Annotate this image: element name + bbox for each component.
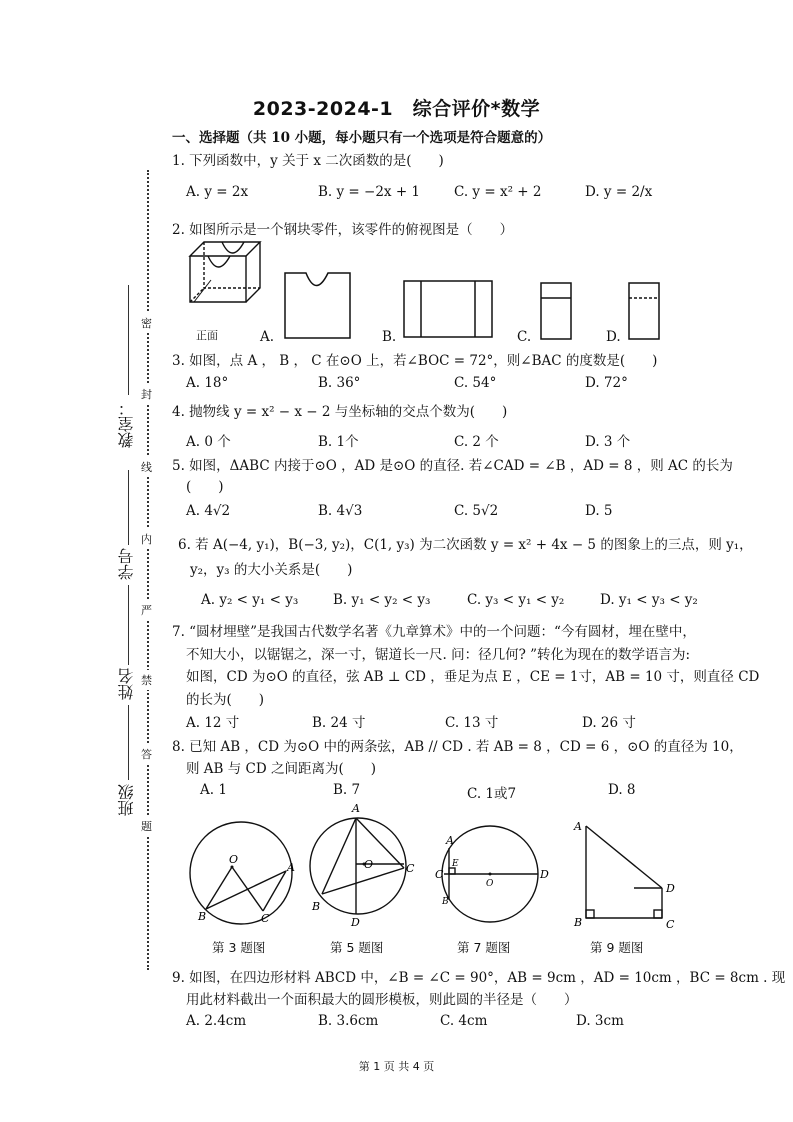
question-3-stem: 3. 如图，点 A ， B ， C 在⊙O 上，若∠BOC = 72°，则∠BAC 的度数是( )	[172, 353, 658, 369]
q4-option-d: D. 3 个	[585, 434, 631, 450]
svg-text:O: O	[364, 858, 374, 871]
front-view-label: 正面	[196, 329, 218, 342]
q9-option-b: B. 3.6cm	[318, 1013, 379, 1029]
name-blank	[128, 585, 129, 665]
q5-option-b: B. 4√3	[318, 503, 363, 519]
q2-option-a: A.	[260, 329, 275, 345]
question-8-stem-2: 则 AB 与 CD 之间距离为( )	[186, 761, 377, 777]
svg-text:E: E	[452, 859, 459, 869]
svg-text:O: O	[229, 853, 239, 866]
q8-option-a: A. 1	[200, 782, 227, 798]
question-5-blank: ( )	[186, 479, 224, 495]
class-blank	[128, 705, 129, 780]
class-label: 班级	[117, 784, 136, 816]
question-9-stem: 9. 如图，在四边形材料 ABCD 中，∠B = ∠C = 90°，AB = 9cm ，AD = 10cm ，BC = 8cm . 现	[172, 970, 786, 986]
figure-q5-circle	[308, 798, 428, 930]
q6-option-b: B. y₁ < y₂ < y₃	[333, 592, 431, 608]
steel-part-3d-figure	[186, 236, 266, 316]
seal-char: 严	[141, 600, 152, 620]
svg-text:D: D	[351, 916, 360, 929]
question-7-stem-4: 的长为( )	[186, 692, 265, 708]
svg-text:B: B	[198, 910, 207, 923]
svg-text:C: C	[406, 862, 415, 875]
q2-option-b-figure	[403, 280, 495, 340]
question-7-stem-2: 不知大小，以锯锯之，深一寸，锯道长一尺. 问：径几何? ”转化为现在的数学语言为:	[186, 647, 691, 663]
svg-text:A: A	[287, 861, 295, 874]
q5-option-d: D. 5	[585, 503, 613, 519]
student-id-blank	[128, 470, 129, 545]
q7-option-b: B. 24 寸	[312, 715, 366, 731]
question-4-stem: 4. 抛物线 y = x² − x − 2 与坐标轴的交点个数为( )	[172, 404, 508, 420]
svg-text:C: C	[666, 918, 675, 931]
question-8-stem: 8. 已知 AB ，CD 为⊙O 中的两条弦，AB // CD . 若 AB = 8 ，CD = 6 ，⊙O 的直径为 10，	[172, 739, 743, 755]
figure-3-caption: 第 3 题图	[212, 940, 266, 955]
page-number: 第 1 页 共 4 页	[358, 1060, 435, 1073]
q1-option-d: D. y = 2/x	[585, 184, 653, 200]
q9-option-a: A. 2.4cm	[186, 1013, 247, 1029]
question-6-stem-cont: y₂，y₃ 的大小关系是( )	[190, 562, 353, 578]
question-9-stem-2: 用此材料截出一个面积最大的圆形模板，则此圆的半径是（ ）	[186, 992, 578, 1008]
svg-text:B: B	[312, 900, 321, 913]
figure-5-caption: 第 5 题图	[330, 940, 384, 955]
q2-option-c: C.	[517, 329, 532, 345]
q1-option-b: B. y = −2x + 1	[318, 184, 421, 200]
section-heading: 一、选择题（共 10 小题，每小题只有一个选项是符合题意的）	[172, 130, 552, 146]
question-7-stem: 7. “圆材埋壁”是我国古代数学名著《九章算术》中的一个问题：“今有圆材，埋在壁中，	[172, 624, 696, 640]
svg-text:A: A	[352, 802, 360, 815]
page-title: 2023-2024-1 综合评价*数学	[252, 98, 541, 120]
svg-text:O: O	[486, 879, 494, 889]
figure-7-caption: 第 7 题图	[457, 940, 511, 955]
q2-option-d: D.	[606, 329, 621, 345]
name-label: 姓名	[117, 668, 136, 700]
binding-dotted-line	[147, 170, 149, 970]
q2-option-d-figure	[628, 282, 662, 342]
q4-option-b: B. 1个	[318, 434, 359, 450]
q7-option-a: A. 12 寸	[186, 715, 240, 731]
svg-text:D: D	[666, 882, 675, 895]
seal-char: 封	[141, 384, 152, 404]
svg-text:D: D	[540, 868, 549, 881]
seal-char: 线	[141, 457, 152, 477]
q5-option-c: C. 5√2	[454, 503, 499, 519]
q4-option-c: C. 2 个	[454, 434, 499, 450]
figure-q7-circle	[432, 820, 552, 928]
svg-text:B: B	[442, 897, 449, 907]
q1-option-a: A. y = 2x	[186, 184, 249, 200]
question-6-stem: 6. 若 A(−4, y₁)，B(−3, y₂)，C(1, y₃) 为二次函数 y = x² + 4x − 5 的图象上的三点，则 y₁，	[178, 537, 753, 553]
svg-text:A: A	[574, 820, 582, 833]
q3-option-c: C. 54°	[454, 375, 497, 391]
seal-char: 答	[141, 744, 152, 764]
student-id-label: 学号	[117, 548, 136, 580]
seal-char: 内	[141, 529, 152, 549]
q2-option-a-figure	[284, 272, 354, 342]
classroom-blank	[128, 285, 129, 395]
q8-option-b: B. 7	[333, 782, 361, 798]
q9-option-c: C. 4cm	[440, 1013, 488, 1029]
svg-text:B: B	[574, 916, 583, 929]
seal-char: 禁	[141, 670, 152, 690]
q6-option-c: C. y₃ < y₁ < y₂	[467, 592, 565, 608]
question-2-stem: 2. 如图所示是一个钢块零件，该零件的俯视图是（ ）	[172, 222, 514, 238]
svg-text:C: C	[435, 868, 444, 881]
q1-option-c: C. y = x² + 2	[454, 184, 542, 200]
q3-option-b: B. 36°	[318, 375, 361, 391]
svg-text:C: C	[261, 912, 270, 925]
seal-char: 密	[141, 313, 152, 333]
figure-9-caption: 第 9 题图	[590, 940, 644, 955]
svg-text:A: A	[446, 834, 454, 847]
q4-option-a: A. 0 个	[186, 434, 231, 450]
seal-char: 题	[141, 816, 152, 836]
q7-option-c: C. 13 寸	[445, 715, 499, 731]
q5-option-a: A. 4√2	[186, 503, 231, 519]
q6-option-a: A. y₂ < y₁ < y₃	[201, 592, 299, 608]
q9-option-d: D. 3cm	[576, 1013, 624, 1029]
q8-option-d: D. 8	[608, 782, 636, 798]
classroom-label: 教室：	[117, 400, 136, 448]
figure-q3-circle	[188, 808, 298, 928]
question-7-stem-3: 如图，CD 为⊙O 的直径，弦 AB ⊥ CD ，垂足为点 E ，CE = 1寸，AB = 10 寸，则直径 CD	[186, 669, 760, 685]
figure-q9-quadrilateral	[572, 820, 682, 932]
q2-option-c-figure	[540, 282, 574, 342]
q8-option-c: C. 1或7	[467, 786, 517, 802]
q3-option-a: A. 18°	[186, 375, 229, 391]
q3-option-d: D. 72°	[585, 375, 628, 391]
q6-option-d: D. y₁ < y₃ < y₂	[600, 592, 698, 608]
q2-option-b: B.	[382, 329, 397, 345]
q7-option-d: D. 26 寸	[582, 715, 636, 731]
question-5-stem: 5. 如图，ΔABC 内接于⊙O ，AD 是⊙O 的直径. 若∠CAD = ∠B ，AD = 8 ，则 AC 的长为	[172, 458, 733, 474]
question-1-stem: 1. 下列函数中，y 关于 x 二次函数的是( )	[172, 153, 444, 169]
